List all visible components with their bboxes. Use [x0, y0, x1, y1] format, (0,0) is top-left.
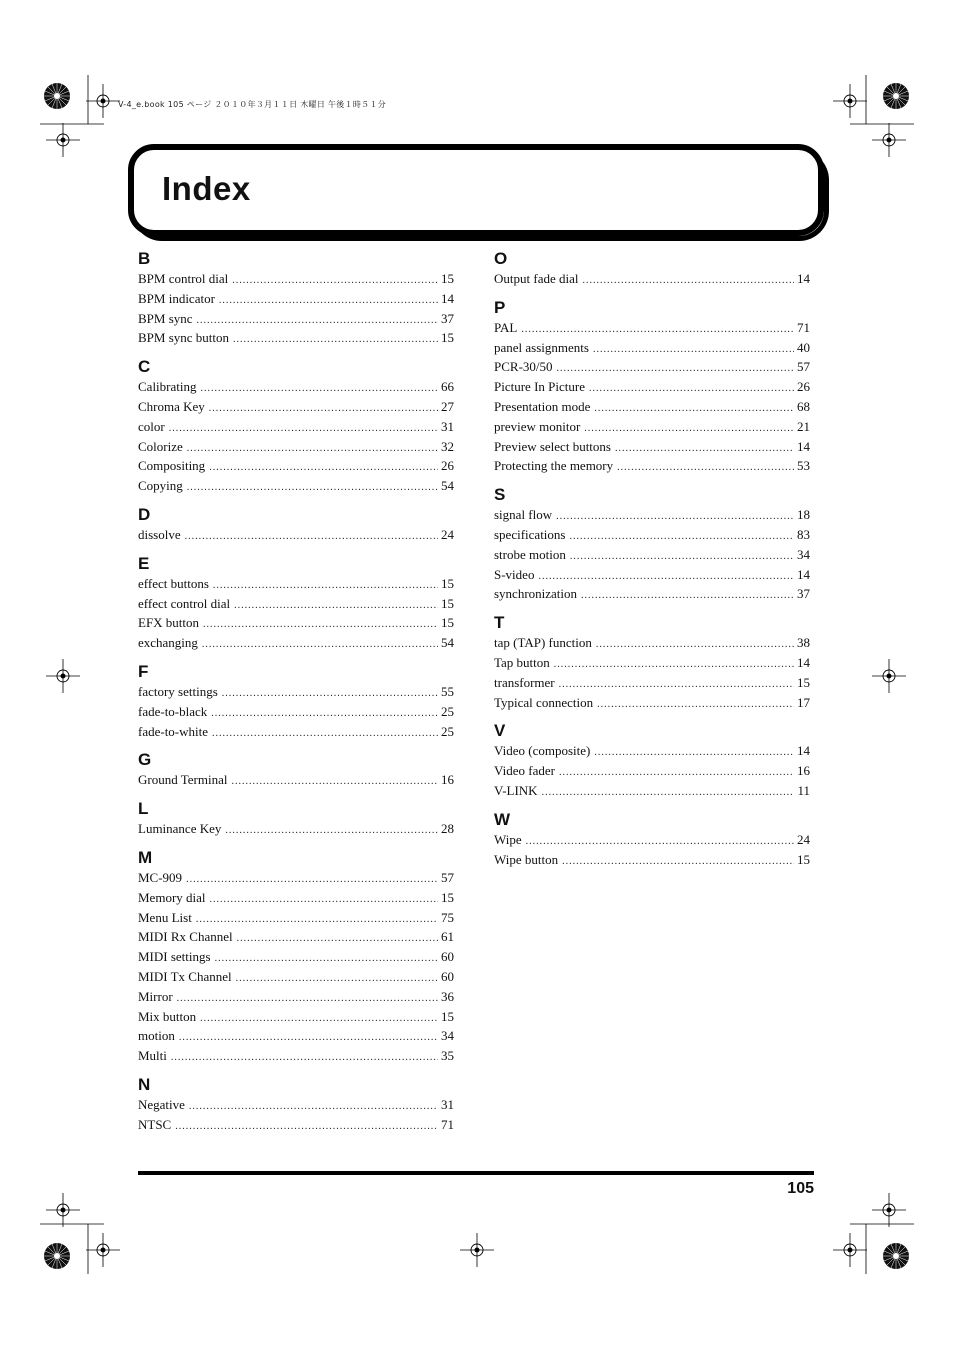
- entry-page: 16: [441, 772, 454, 788]
- section-letter: L: [138, 799, 149, 819]
- entry-term: S-video: [494, 566, 535, 582]
- leader-dots: [559, 763, 794, 783]
- entry-term: tap (TAP) function: [494, 635, 592, 651]
- section-letter: S: [494, 485, 506, 505]
- leader-dots: [597, 695, 794, 715]
- index-entry: [138, 722, 454, 742]
- entry-term: specifications: [494, 526, 566, 542]
- leader-dots: [593, 340, 794, 360]
- entry-page: 28: [441, 821, 454, 837]
- index-entry: [138, 377, 454, 397]
- index-entry: [138, 417, 454, 437]
- index-column-left: [138, 248, 454, 1143]
- index-entry: [138, 987, 454, 1007]
- entry-page: 57: [797, 359, 810, 375]
- entry-term: BPM sync: [138, 310, 193, 326]
- entry-page: 24: [441, 526, 454, 542]
- entry-term: V-LINK: [494, 782, 538, 798]
- index-entry: [494, 584, 810, 604]
- index-column-right: [494, 248, 810, 877]
- index-entry: [138, 289, 454, 309]
- leader-dots: [209, 399, 438, 419]
- title-box: [128, 144, 824, 236]
- entry-term: PAL: [494, 319, 518, 335]
- entry-term: fade-to-white: [138, 723, 209, 739]
- entry-term: MIDI Tx Channel: [138, 968, 232, 984]
- index-entry: [138, 437, 454, 457]
- index-section: [138, 749, 454, 790]
- index-section: [138, 798, 454, 839]
- index-section: [494, 809, 810, 870]
- leader-dots: [526, 832, 794, 852]
- index-entry: [138, 967, 454, 987]
- entry-page: 71: [797, 319, 810, 335]
- entry-term: BPM indicator: [138, 290, 215, 306]
- entry-term: Mirror: [138, 988, 173, 1004]
- entry-page: 15: [441, 615, 454, 631]
- entry-page: 15: [441, 330, 454, 346]
- index-entry: [138, 888, 454, 908]
- section-letter: C: [138, 357, 151, 377]
- section-letter: G: [138, 750, 152, 770]
- index-section: [494, 612, 810, 712]
- entry-term: Ground Terminal: [138, 772, 228, 788]
- page-number: 105: [787, 1180, 814, 1197]
- index-entry: [138, 594, 454, 614]
- entry-page: 57: [441, 869, 454, 885]
- index-entry: [138, 702, 454, 722]
- entry-term: Tap button: [494, 654, 550, 670]
- index-entry: [494, 505, 810, 525]
- starburst-mark: [883, 83, 909, 109]
- leader-dots: [542, 783, 795, 803]
- index-entry: [494, 417, 810, 437]
- index-section: [138, 661, 454, 741]
- leader-dots: [615, 439, 794, 459]
- entry-page: 54: [441, 478, 454, 494]
- index-entry: [138, 1007, 454, 1027]
- index-entry: [494, 830, 810, 850]
- section-letter: F: [138, 661, 149, 681]
- leader-dots: [210, 890, 438, 910]
- leader-dots: [570, 547, 794, 567]
- index-entry: [138, 613, 454, 633]
- entry-page: 68: [797, 398, 810, 414]
- index-entry: [494, 653, 810, 673]
- section-letter: D: [138, 504, 151, 524]
- leader-dots: [203, 615, 438, 635]
- entry-page: 53: [797, 458, 810, 474]
- leader-dots: [213, 576, 438, 596]
- entry-page: 15: [797, 674, 810, 690]
- entry-page: 15: [441, 575, 454, 591]
- index-section: [494, 720, 810, 800]
- leader-dots: [581, 586, 794, 606]
- leader-dots: [617, 458, 794, 478]
- entry-term: MC-909: [138, 869, 183, 885]
- section-letter: N: [138, 1074, 151, 1094]
- leader-dots: [175, 1117, 438, 1137]
- starburst-mark: [44, 83, 70, 109]
- entry-page: 35: [441, 1048, 454, 1064]
- leader-dots: [201, 379, 439, 399]
- index-entry: [494, 269, 810, 289]
- entry-page: 14: [797, 743, 810, 759]
- entry-term: MIDI settings: [138, 949, 211, 965]
- entry-page: 71: [441, 1116, 454, 1132]
- entry-term: Compositing: [138, 458, 206, 474]
- entry-page: 15: [441, 271, 454, 286]
- entry-term: BPM sync button: [138, 330, 230, 346]
- entry-page: 34: [797, 546, 810, 562]
- leader-dots: [202, 635, 438, 655]
- index-entry: [138, 682, 454, 702]
- section-letter: M: [138, 847, 153, 867]
- entry-page: 31: [441, 1096, 454, 1112]
- entry-term: Video fader: [494, 763, 555, 779]
- section-letter: T: [494, 613, 505, 633]
- index-entry: [138, 269, 454, 289]
- index-entry: [494, 761, 810, 781]
- index-entry: [494, 357, 810, 377]
- leader-dots: [554, 655, 794, 675]
- entry-page: 66: [441, 379, 454, 395]
- index-entry: [138, 908, 454, 928]
- entry-page: 15: [441, 1008, 454, 1024]
- entry-page: 32: [441, 438, 454, 454]
- entry-term: preview monitor: [494, 418, 581, 434]
- leader-dots: [177, 989, 438, 1009]
- leader-dots: [562, 852, 794, 872]
- entry-page: 54: [441, 635, 454, 651]
- entry-term: PCR-30/50: [494, 359, 553, 375]
- index-section: [138, 504, 454, 545]
- leader-dots: [231, 772, 438, 792]
- leader-dots: [584, 419, 794, 439]
- entry-page: 11: [797, 782, 810, 798]
- entry-page: 14: [797, 438, 810, 454]
- leader-dots: [186, 870, 438, 890]
- entry-term: fade-to-black: [138, 703, 208, 719]
- leader-dots: [233, 330, 438, 350]
- entry-term: dissolve: [138, 526, 181, 542]
- entry-page: 40: [797, 339, 810, 355]
- index-entry: [138, 1046, 454, 1066]
- index-entry: [138, 947, 454, 967]
- index-section: [138, 1074, 454, 1135]
- index-entry: [138, 456, 454, 476]
- entry-term: Memory dial: [138, 889, 206, 905]
- entry-page: 27: [441, 398, 454, 414]
- leader-dots: [589, 379, 794, 399]
- entry-term: Presentation mode: [494, 398, 591, 414]
- footer-rule: [138, 1171, 814, 1175]
- index-section: [494, 297, 810, 476]
- entry-page: 60: [441, 949, 454, 965]
- index-entry: [494, 741, 810, 761]
- index-entry: [138, 770, 454, 790]
- entry-page: 61: [441, 929, 454, 945]
- leader-dots: [594, 743, 794, 763]
- entry-page: 14: [797, 654, 810, 670]
- entry-term: panel assignments: [494, 339, 589, 355]
- leader-dots: [185, 527, 438, 547]
- entry-page: 38: [797, 635, 810, 651]
- index-entry: [138, 309, 454, 329]
- entry-term: Colorize: [138, 438, 183, 454]
- index-entry: [494, 377, 810, 397]
- entry-term: transformer: [494, 674, 555, 690]
- entry-term: Output fade dial: [494, 271, 579, 286]
- entry-page: 15: [797, 851, 810, 867]
- file-slug: V-4_e.book 105 ページ ２０１０年３月１１日 木曜日 午後１時５１分: [118, 100, 387, 109]
- entry-term: Mix button: [138, 1008, 197, 1024]
- entry-term: Picture In Picture: [494, 379, 585, 395]
- entry-term: BPM control dial: [138, 271, 229, 286]
- index-entry: [138, 927, 454, 947]
- entry-page: 37: [797, 586, 810, 602]
- index-section: [138, 553, 454, 653]
- leader-dots: [219, 291, 438, 311]
- leader-dots: [594, 399, 794, 419]
- entry-page: 31: [441, 418, 454, 434]
- entry-page: 18: [797, 507, 810, 523]
- entry-term: Video (composite): [494, 743, 591, 759]
- entry-term: Luminance Key: [138, 821, 222, 837]
- leader-dots: [236, 969, 438, 989]
- entry-page: 14: [797, 271, 810, 286]
- entry-term: Menu List: [138, 909, 192, 925]
- entry-term: Protecting the memory: [494, 458, 614, 474]
- leader-dots: [215, 949, 438, 969]
- index-section: [138, 847, 454, 1066]
- entry-term: Multi: [138, 1048, 167, 1064]
- entry-term: color: [138, 418, 165, 434]
- index-entry: [494, 545, 810, 565]
- entry-page: 36: [441, 988, 454, 1004]
- entry-page: 25: [441, 703, 454, 719]
- leader-dots: [187, 478, 438, 498]
- index-entry: [494, 673, 810, 693]
- index-entry: [138, 868, 454, 888]
- index-entry: [494, 338, 810, 358]
- leader-dots: [225, 821, 438, 841]
- leader-dots: [596, 635, 794, 655]
- entry-term: synchronization: [494, 586, 578, 602]
- entry-term: NTSC: [138, 1116, 172, 1132]
- entry-term: MIDI Rx Channel: [138, 929, 233, 945]
- entry-page: 16: [797, 763, 810, 779]
- leader-dots: [212, 724, 438, 744]
- index-entry: [494, 318, 810, 338]
- index-entry: [138, 328, 454, 348]
- entry-term: effect control dial: [138, 595, 231, 611]
- index-entry: [138, 819, 454, 839]
- section-letter: W: [494, 809, 511, 829]
- entry-page: 83: [797, 526, 810, 542]
- index-entry: [494, 437, 810, 457]
- index-section: [494, 484, 810, 604]
- entry-term: Negative: [138, 1096, 185, 1112]
- entry-page: 15: [441, 889, 454, 905]
- entry-term: factory settings: [138, 683, 218, 699]
- index-entry: [138, 476, 454, 496]
- index-entry: [494, 693, 810, 713]
- starburst-mark: [44, 1243, 70, 1269]
- index-entry: [138, 633, 454, 653]
- entry-page: 75: [441, 909, 454, 925]
- leader-dots: [211, 704, 438, 724]
- leader-dots: [179, 1028, 438, 1048]
- entry-page: 26: [797, 379, 810, 395]
- index-entry: [138, 1095, 454, 1115]
- leader-dots: [171, 1048, 438, 1068]
- index-entry: [138, 525, 454, 545]
- leader-dots: [169, 419, 438, 439]
- entry-page: 26: [441, 458, 454, 474]
- entry-term: strobe motion: [494, 546, 566, 562]
- index-entry: [494, 565, 810, 585]
- leader-dots: [237, 929, 438, 949]
- entry-page: 34: [441, 1028, 454, 1044]
- index-section: [138, 248, 454, 348]
- leader-dots: [569, 527, 794, 547]
- entry-term: Chroma Key: [138, 398, 205, 414]
- entry-page: 55: [441, 683, 454, 699]
- entry-term: Preview select buttons: [494, 438, 611, 454]
- index-entry: [138, 397, 454, 417]
- index-entry: [494, 456, 810, 476]
- starburst-mark: [883, 1243, 909, 1269]
- entry-page: 24: [797, 831, 810, 847]
- section-letter: P: [494, 297, 506, 317]
- section-letter: O: [494, 249, 508, 268]
- index-entry: [494, 397, 810, 417]
- page-title: Index: [162, 170, 251, 207]
- entry-page: 14: [441, 290, 454, 306]
- entry-term: Typical connection: [494, 694, 594, 710]
- section-letter: V: [494, 721, 506, 741]
- index-entry: [494, 633, 810, 653]
- index-entry: [494, 525, 810, 545]
- leader-dots: [557, 359, 794, 379]
- entry-term: exchanging: [138, 635, 198, 651]
- entry-page: 15: [441, 595, 454, 611]
- index-entry: [138, 1026, 454, 1046]
- entry-page: 17: [797, 694, 810, 710]
- entry-page: 60: [441, 968, 454, 984]
- entry-term: signal flow: [494, 507, 553, 523]
- entry-term: Calibrating: [138, 379, 197, 395]
- leader-dots: [222, 684, 438, 704]
- leader-dots: [582, 271, 794, 291]
- entry-term: motion: [138, 1028, 175, 1044]
- entry-page: 21: [797, 418, 810, 434]
- section-letter: E: [138, 553, 150, 573]
- leader-dots: [234, 596, 438, 616]
- leader-dots: [189, 1097, 438, 1117]
- leader-dots: [232, 271, 438, 291]
- entry-term: EFX button: [138, 615, 200, 631]
- leader-dots: [200, 1009, 438, 1029]
- entry-page: 25: [441, 723, 454, 739]
- index-section: [138, 356, 454, 496]
- entry-term: Wipe: [494, 831, 522, 847]
- index-entry: [138, 1115, 454, 1135]
- index-entry: [494, 850, 810, 870]
- leader-dots: [187, 439, 438, 459]
- entry-term: effect buttons: [138, 575, 209, 591]
- index-entry: [138, 574, 454, 594]
- section-letter: B: [138, 249, 151, 268]
- entry-page: 14: [797, 566, 810, 582]
- index-section: [494, 248, 810, 289]
- leader-dots: [556, 507, 794, 527]
- entry-term: Copying: [138, 478, 183, 494]
- index-entry: [494, 781, 810, 801]
- entry-page: 37: [441, 310, 454, 326]
- entry-term: Wipe button: [494, 851, 559, 867]
- leader-dots: [209, 458, 438, 478]
